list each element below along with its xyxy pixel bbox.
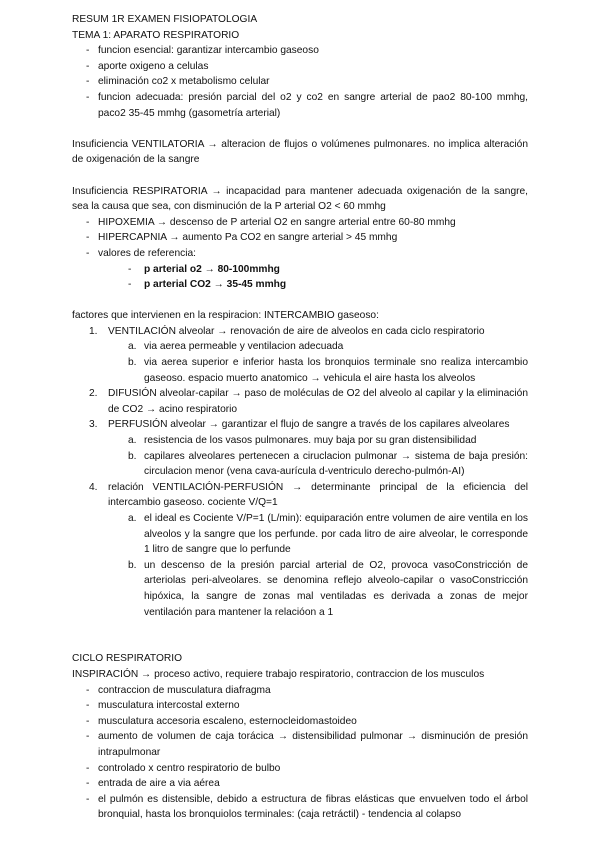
ciclo-heading: CICLO RESPIRATORIO	[72, 653, 183, 665]
reference-value: - p arterial CO2 → 35-45 mmhg	[128, 279, 287, 291]
respiratoria-list	[72, 215, 528, 293]
section-heading-tema1: TEMA 1: APARATO RESPIRATORIO	[72, 29, 240, 41]
sub-item: a. resistencia de los vasos pulmonares. muy baja por su gran distensibilidad	[128, 435, 477, 447]
factores-list	[72, 324, 528, 620]
list-item: - musculatura intercostal externo	[86, 700, 240, 712]
sub-item: b. capilares alveolares pertenecen a ciruclacion pulmonar → sistema de baja presión: circulacion menor (vena cava-aurícula d-ventriculo derecho-pulmón-AI)	[128, 450, 528, 478]
intro-list	[72, 43, 528, 121]
list-item: - valores de referencia:	[86, 247, 196, 259]
numbered-item: 1. VENTILACIÓN alveolar → renovación de aire de alveolos en cada ciclo respiratorio	[89, 325, 485, 337]
document-page	[72, 12, 528, 823]
paragraph-ventilatoria: Insuficiencia VENTILATORIA → alteracion de flujos o volúmenes pulmonares. no implica alteración de oxigenación de la sangre	[72, 138, 528, 166]
list-item: - funcion adecuada: presión parcial del o2 y co2 en sangre arterial de pao2 80-100 mmhg, paco2 35-45 mmhg (gasometría arterial)	[86, 91, 528, 119]
list-item: - eliminación co2 x metabolismo celular	[86, 76, 270, 88]
numbered-item: 4. relación VENTILACIÓN-PERFUSIÓN → determinante principal de la eficiencia del intercambio gaseoso. cociente V/Q=1	[89, 481, 528, 509]
sub-item: b. un descenso de la presión parcial arterial de O2, provoca vasoConstricción de arteriolas peri-alveolares. se denomina reflejo alveolo-capilar o vasoConstricción hipóxica, la sangre de zonas mal ventiladas es derivada a zonas de mejor ventilación para mantener la relacióon a 1	[128, 559, 528, 618]
numbered-item: 3. PERFUSIÓN alveolar → garantizar el flujo de sangre a través de los capilares alveolares	[89, 419, 510, 431]
list-item: - el pulmón es distensible, debido a estructura de fibras elásticas que envuelven todo el árbol bronquial, hasta los bronquiolos terminales: (caja retráctil) - tendencia al colapso	[86, 793, 528, 821]
list-item: - controlado x centro respiratorio de bulbo	[86, 762, 281, 774]
list-item: - aumento de volumen de caja torácica → distensibilidad pulmonar → disminución de presión intrapulmonar	[86, 731, 528, 758]
sub-item: a. el ideal es Cociente V/P=1 (L/min): equiparación entre volumen de aire ventila en los alveolos y la sangre que los perfunde. por cada litro de aire alveolar, le corresponde 1 litro de sangre que lo perfunde	[128, 513, 528, 556]
inspiracion-intro: INSPIRACIÓN → proceso activo, requiere trabajo respiratorio, contraccion de los musculos	[72, 668, 485, 680]
list-item: - musculatura accesoria escaleno, esternocleidomastoideo	[86, 715, 357, 727]
inspiracion-list	[72, 683, 528, 823]
list-item: - aporte oxigeno a celulas	[86, 60, 209, 72]
numbered-item: 2. DIFUSIÓN alveolar-capilar → paso de moléculas de O2 del alveolo al capilar y la eliminación de CO2 → acino respiratorio	[89, 388, 528, 415]
list-item: - HIPOXEMIA → descenso de P arterial O2 en sangre arterial entre 60-80 mmhg	[86, 216, 456, 228]
factores-heading: factores que intervienen en la respiracion: INTERCAMBIO gaseoso:	[72, 310, 379, 322]
sub-item: b. via aerea superior e inferior hasta los bronquios terminale sno realiza intercambio gaseoso. espacio muerto anatomico → vehicula el aire hasta los alveolos	[128, 357, 528, 384]
document-title: RESUM 1R EXAMEN FISIOPATOLOGIA	[72, 14, 258, 25]
list-item: - contraccion de musculatura diafragma	[86, 684, 271, 696]
list-item: - entrada de aire a via aérea	[86, 778, 220, 790]
sub-item: a. via aerea permeable y ventilacion adecuada	[128, 341, 344, 353]
paragraph-respiratoria: Insuficiencia RESPIRATORIA → incapacidad para mantener adecuada oxigenación de la sangre, sea la causa que sea, con disminución de la P arterial O2 < 60 mmhg	[72, 185, 528, 213]
list-item: - funcion esencial: garantizar intercambio gaseoso	[86, 45, 319, 57]
list-item: - HIPERCAPNIA → aumento Pa CO2 en sangre arterial > 45 mmhg	[86, 232, 398, 244]
reference-value: - p arterial o2 → 80-100mmhg	[128, 263, 280, 275]
